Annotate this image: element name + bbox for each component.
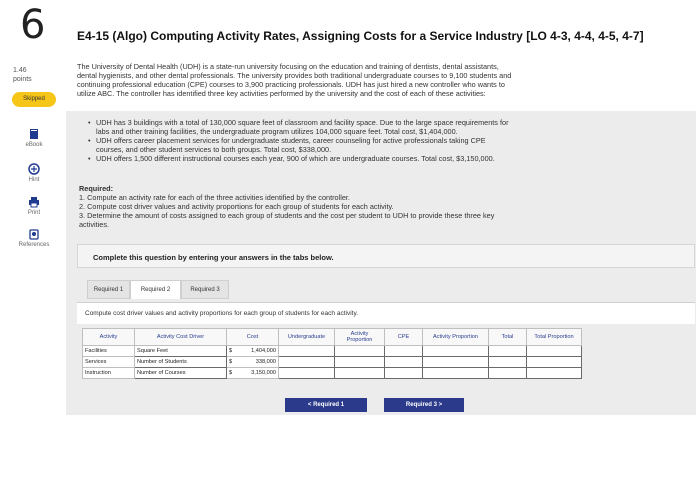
cpe-proportion-input[interactable] bbox=[423, 357, 489, 368]
references-tool[interactable] bbox=[16, 228, 52, 248]
points-info bbox=[13, 66, 32, 84]
driver-input[interactable]: Number of Students bbox=[135, 357, 227, 368]
tab-required-1[interactable]: Required 1 bbox=[87, 280, 130, 299]
intro-line: utilize ABC. The controller has identified three key activities performed by the university and the cost of each of these activities: bbox=[77, 88, 486, 98]
undergraduate-input[interactable] bbox=[279, 368, 335, 379]
dollar-sign: $ bbox=[229, 348, 233, 354]
driver-input[interactable]: Number of Courses bbox=[135, 368, 227, 379]
total-input[interactable] bbox=[489, 346, 527, 357]
bullet-line: labs and other training facilities, the undergraduate program utilizes 104,000 square feet. Total cost, $1,404,000. bbox=[96, 126, 458, 136]
book-icon bbox=[28, 128, 40, 140]
cost-driver-table bbox=[82, 328, 582, 379]
points-value: 1.46 bbox=[13, 67, 27, 74]
cpe-input[interactable] bbox=[385, 346, 423, 357]
total-proportion-input[interactable] bbox=[527, 368, 582, 379]
table-header-row bbox=[83, 329, 582, 346]
ebook-tool[interactable] bbox=[16, 128, 52, 148]
intro-line: dental hygienists, and other dental professionals. The university provides both traditional undergraduate courses to 9,100 students and bbox=[77, 70, 512, 80]
intro-line: continuing professional education (CPE) courses to 3,900 practicing professionals. UDH has just hired a new controller who wants to bbox=[77, 79, 505, 89]
question-number: 6 bbox=[20, 2, 46, 48]
references-label: References bbox=[18, 242, 50, 248]
activity-bullets bbox=[86, 119, 686, 164]
col-cost-driver: Activity Cost Driver bbox=[135, 329, 227, 346]
bullet-line: courses, and other student services to both groups. Total cost, $338,000. bbox=[96, 144, 332, 154]
total-input[interactable] bbox=[489, 357, 527, 368]
bullet-item bbox=[86, 155, 686, 164]
cost-driver-table-wrap bbox=[82, 328, 582, 379]
intro-line: The University of Dental Health (UDH) is a state-run university focusing on the education and training of dentists, dental assistants, bbox=[77, 62, 499, 71]
bullet-line: • UDH has 3 buildings with a total of 130,000 square feet of classroom and facility space. Due to the large space requirements for bbox=[96, 118, 509, 127]
cpe-proportion-input[interactable] bbox=[423, 346, 489, 357]
dollar-sign: $ bbox=[229, 359, 233, 365]
required-item: 3. Determine the amount of costs assigned to each group of students and the cost per student to UDH to provide these three key bbox=[79, 210, 495, 220]
points-label: points bbox=[13, 76, 32, 83]
dollar-sign: $ bbox=[229, 370, 233, 376]
ug-proportion-input[interactable] bbox=[335, 368, 385, 379]
ug-proportion-input[interactable] bbox=[335, 346, 385, 357]
col-cost: Cost bbox=[227, 329, 279, 346]
table-row bbox=[83, 346, 582, 357]
cost-cell bbox=[227, 368, 279, 379]
total-proportion-input[interactable] bbox=[527, 346, 582, 357]
cost-value: 338,000 bbox=[255, 359, 276, 365]
col-activity-proportion-ug: Activity Proportion bbox=[335, 329, 385, 346]
undergraduate-input[interactable] bbox=[279, 357, 335, 368]
activity-cell: Instruction bbox=[83, 368, 135, 379]
print-tool[interactable] bbox=[16, 196, 52, 216]
hint-tool[interactable] bbox=[16, 163, 52, 183]
bullet-line: • UDH offers 1,500 different instructional courses each year, 900 of which are undergraduate courses. Total cost, $3,150,000. bbox=[96, 153, 495, 163]
total-input[interactable] bbox=[489, 368, 527, 379]
table-row bbox=[83, 357, 582, 368]
required-item: 2. Compute cost driver values and activity proportions for each group of students for each activity. bbox=[79, 201, 394, 211]
col-total: Total bbox=[489, 329, 527, 346]
driver-input[interactable]: Square Feet bbox=[135, 346, 227, 357]
cost-cell bbox=[227, 357, 279, 368]
cpe-input[interactable] bbox=[385, 368, 423, 379]
required-section bbox=[79, 185, 689, 230]
tab-required-2[interactable]: Required 2 bbox=[130, 280, 181, 299]
page-title: E4-15 (Algo) Computing Activity Rates, Assigning Costs for a Service Industry [LO 4-3, 4-4, 4-5, 4-7] bbox=[77, 29, 644, 43]
activity-cell: Facilities bbox=[83, 346, 135, 357]
col-undergraduate: Undergraduate bbox=[279, 329, 335, 346]
left-rail bbox=[0, 0, 66, 481]
tab-subheading: Compute cost driver values and activity proportions for each group of students for each activity. bbox=[77, 302, 695, 324]
total-proportion-input[interactable] bbox=[527, 357, 582, 368]
print-icon bbox=[28, 196, 40, 208]
hint-label: Hint bbox=[28, 177, 40, 183]
cpe-proportion-input[interactable] bbox=[423, 368, 489, 379]
next-tab-button[interactable]: Required 3 > bbox=[384, 398, 464, 412]
col-cpe: CPE bbox=[385, 329, 423, 346]
ug-proportion-input[interactable] bbox=[335, 357, 385, 368]
hint-icon bbox=[28, 163, 40, 175]
ebook-label: eBook bbox=[25, 142, 43, 148]
bullet-item bbox=[86, 119, 686, 137]
cost-value: 3,150,000 bbox=[251, 370, 276, 376]
col-activity: Activity bbox=[83, 329, 135, 346]
tab-required-3[interactable]: Required 3 bbox=[181, 280, 229, 299]
activity-cell: Services bbox=[83, 357, 135, 368]
bullet-item bbox=[86, 137, 686, 155]
cost-value: 1,404,000 bbox=[251, 348, 276, 354]
required-heading: Required: bbox=[79, 184, 114, 193]
required-item: activities. bbox=[79, 219, 110, 229]
required-item: 1. Compute an activity rate for each of the three activities identified by the controller. bbox=[79, 192, 350, 202]
intro-paragraph bbox=[77, 63, 687, 99]
cost-cell bbox=[227, 346, 279, 357]
instruction-box: Complete this question by entering your answers in the tabs below. bbox=[77, 244, 695, 268]
col-activity-proportion-cpe: Activity Proportion bbox=[423, 329, 489, 346]
col-total-proportion: Total Proportion bbox=[527, 329, 582, 346]
bullet-line: • UDH offers career placement services for undergraduate students, career counseling for active professionals taking CPE bbox=[96, 135, 486, 145]
prev-tab-button[interactable]: < Required 1 bbox=[285, 398, 367, 412]
status-badge: Skipped bbox=[12, 92, 56, 107]
references-icon bbox=[28, 228, 40, 240]
undergraduate-input[interactable] bbox=[279, 346, 335, 357]
cpe-input[interactable] bbox=[385, 357, 423, 368]
print-label: Print bbox=[27, 210, 41, 216]
table-row bbox=[83, 368, 582, 379]
